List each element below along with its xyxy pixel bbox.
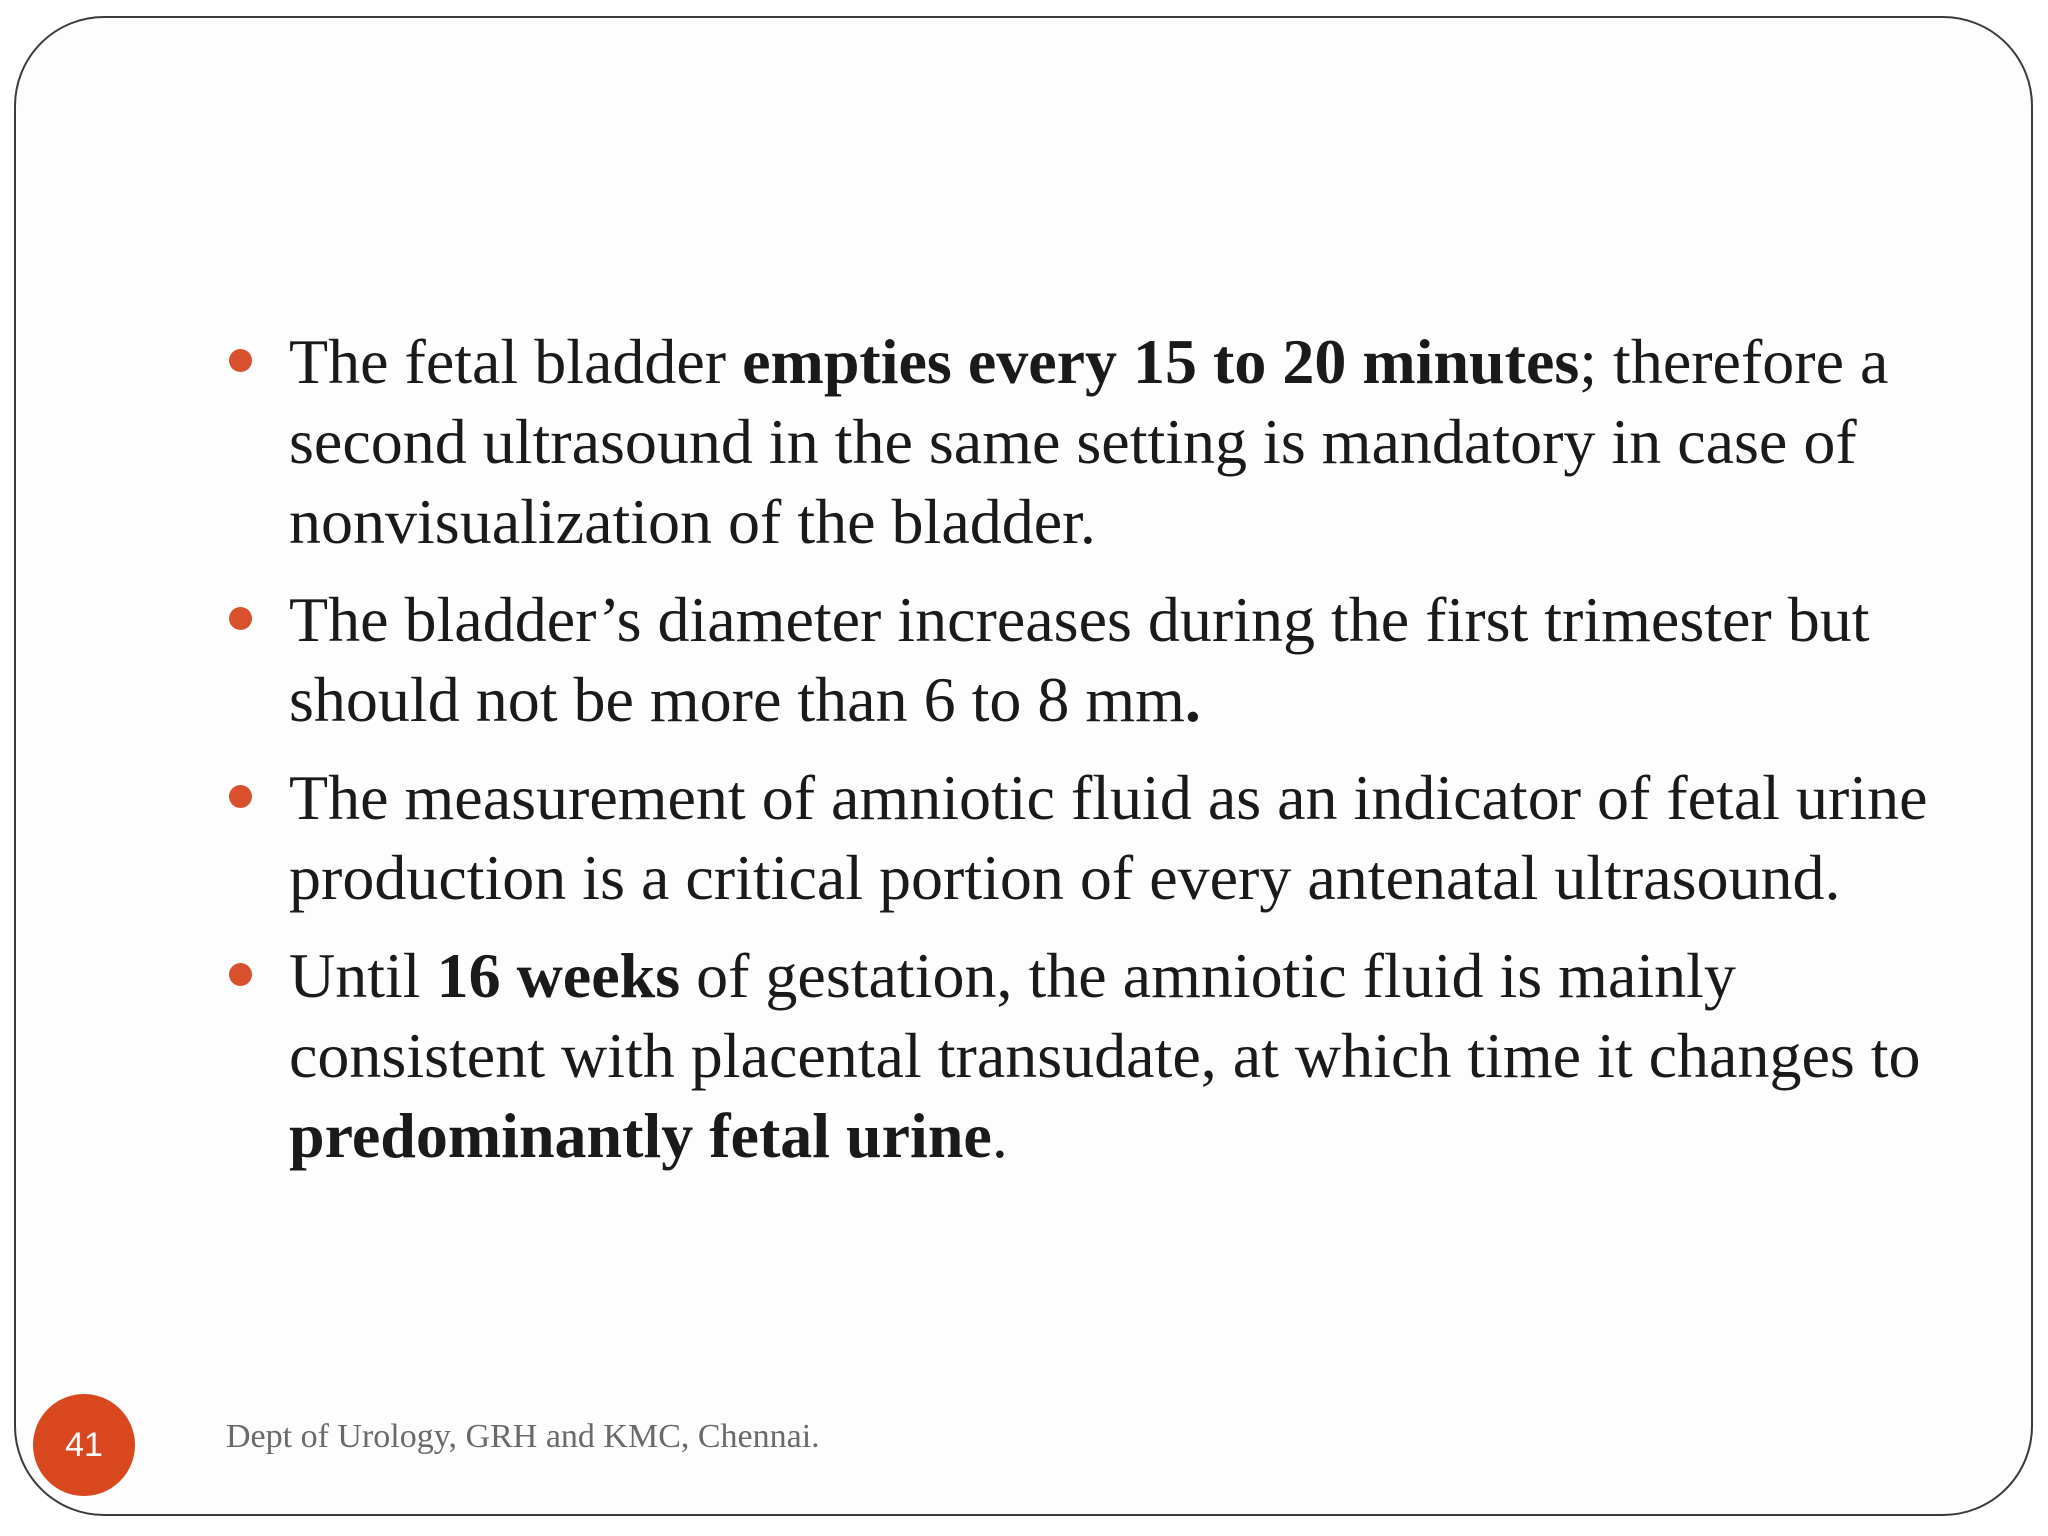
bullet-dot-icon (229, 785, 252, 808)
bullet-item (225, 580, 1965, 740)
bullet-dot-icon (229, 349, 252, 372)
bullet-text-normal: The fetal bladder (289, 326, 743, 397)
bullet-text-normal: ; therefore a second ultrasound in the same setting is mandatory in case of nonvisualization of the bladder. (289, 326, 1889, 557)
bullet-text-normal: The bladder’s diameter increases during the first trimester but should not be more than 6 to 8 mm (289, 584, 1870, 735)
bullet-text-bold: . (1184, 664, 1201, 735)
bullet-text-normal: The measurement of amniotic fluid as an indicator of fetal urine production is a critical portion of every antenatal ultrasound. (289, 762, 1928, 913)
bullet-text-normal: . (991, 1100, 1008, 1171)
bullet-list (225, 322, 1965, 1194)
footer-text: Dept of Urology, GRH and KMC, Chennai. (226, 1418, 820, 1455)
bullet-dot-icon (229, 963, 252, 986)
bullet-text-normal: of gestation, the amniotic fluid is mainly consistent with placental transudate, at which time it changes to (289, 940, 1921, 1091)
bullet-item (225, 936, 1965, 1176)
bullet-text-bold: predominantly fetal urine (289, 1100, 992, 1171)
bullet-dot-icon (229, 607, 252, 630)
page-number-badge: 41 (33, 1394, 135, 1496)
bullet-text-bold: empties every 15 to 20 minutes (742, 326, 1580, 397)
bullet-text-bold: 16 weeks (436, 940, 681, 1011)
bullet-item (225, 322, 1965, 562)
bullet-item (225, 758, 1965, 918)
bullet-text-normal: Until (289, 940, 437, 1011)
